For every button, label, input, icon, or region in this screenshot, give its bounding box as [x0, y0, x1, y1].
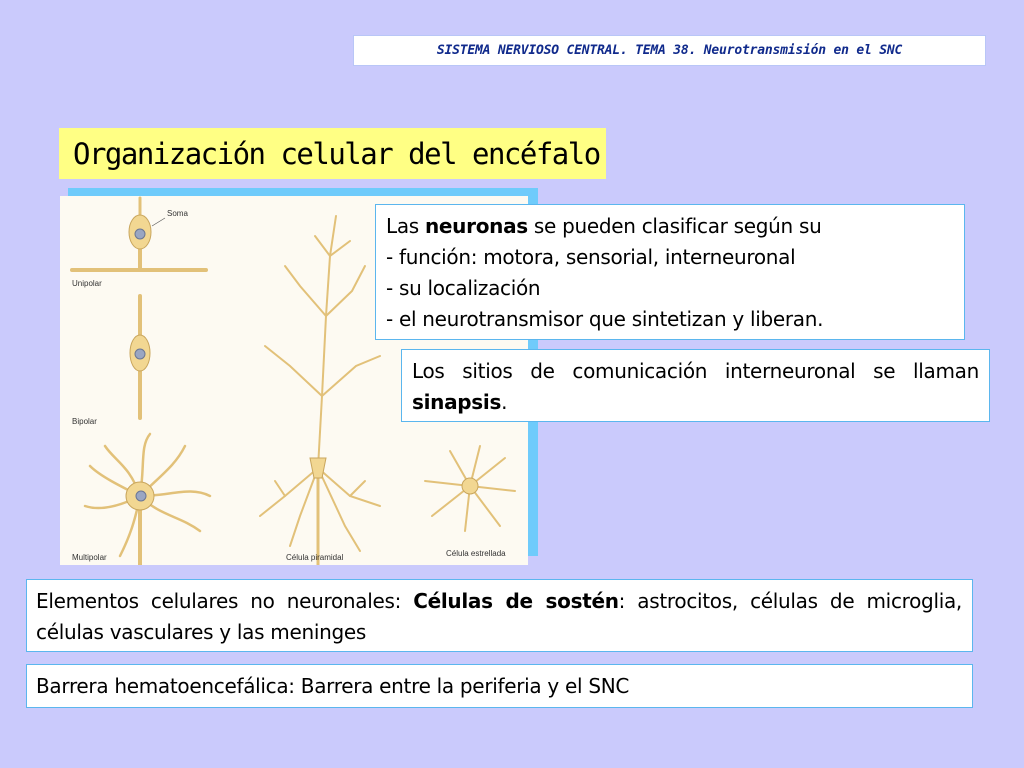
synapse-box — [401, 349, 990, 422]
header-banner — [353, 35, 986, 66]
synapse-pre: Los sitios de comunicación interneuronal se llaman — [412, 359, 979, 383]
intro-bold: neuronas — [424, 214, 528, 238]
classification-item-neurotransmitter: - el neurotransmisor que sintetizan y liberan. — [386, 307, 824, 331]
stellate-neuron — [425, 446, 515, 531]
label-bipolar: Bipolar — [72, 417, 97, 426]
slide-title — [59, 128, 606, 179]
label-soma: Soma — [167, 209, 188, 218]
soma-pointer — [152, 218, 165, 226]
non-neuronal-pre: Elementos celulares no neuronales: — [36, 589, 414, 613]
bipolar-neuron — [130, 296, 150, 418]
blood-brain-barrier-box — [26, 664, 973, 708]
multipolar-neuron — [85, 434, 210, 565]
classification-item-location: - su localización — [386, 276, 541, 300]
barrier-text: Barrera hematoencefálica: Barrera entre la periferia y el SNC — [36, 674, 630, 698]
label-estrellada: Célula estrellada — [446, 549, 506, 558]
header-text: SISTEMA NERVIOSO CENTRAL. TEMA 38. Neurotransmisión en el SNC — [436, 43, 903, 58]
pyramidal-neuron — [260, 216, 380, 565]
label-multipolar: Multipolar — [72, 553, 107, 562]
intro-post: se pueden clasificar según su — [527, 214, 822, 238]
neuron-classification-box — [375, 204, 965, 340]
title-text: Organización celular del encéfalo — [73, 136, 600, 171]
non-neuronal-bold: Células de sostén — [413, 589, 619, 613]
label-unipolar: Unipolar — [72, 279, 102, 288]
classification-intro — [386, 211, 954, 242]
label-piramidal: Célula piramidal — [286, 553, 344, 562]
non-neuronal-box — [26, 579, 973, 652]
classification-item-function: - función: motora, sensorial, interneuronal — [386, 245, 796, 269]
intro-pre: Las — [386, 214, 425, 238]
synapse-post: . — [501, 390, 508, 414]
non-neuronal-post: : astrocitos, células de microglia, células vasculares y las meninges — [36, 589, 962, 644]
synapse-bold: sinapsis — [412, 390, 502, 414]
